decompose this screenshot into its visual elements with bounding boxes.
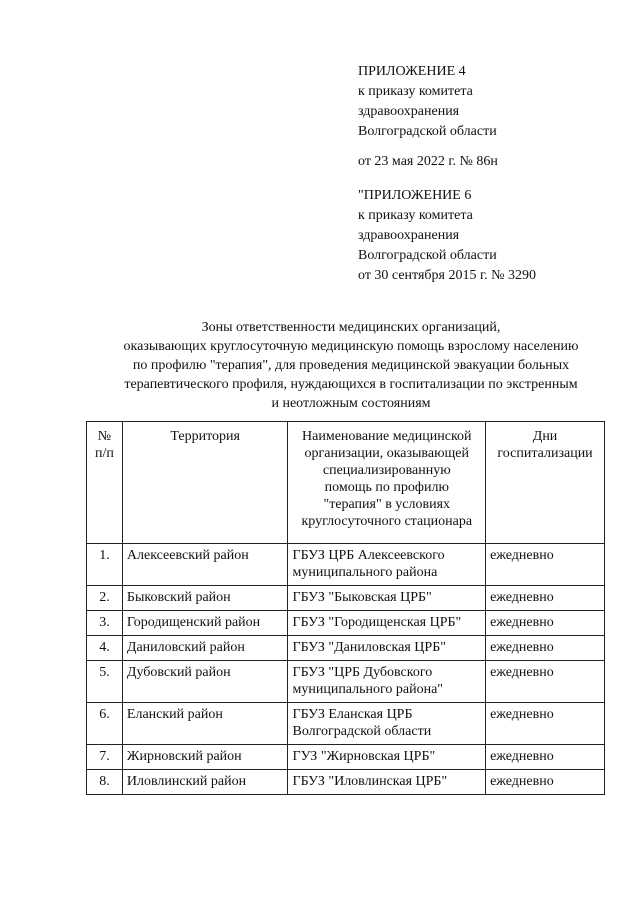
- row-territory: Еланский район: [122, 703, 288, 745]
- table-row: [87, 544, 605, 586]
- table-row: [87, 611, 605, 636]
- row-days: ежедневно: [486, 586, 605, 611]
- row-territory: Городищенский район: [122, 611, 288, 636]
- row-territory: Иловлинский район: [122, 770, 288, 795]
- row-days: ежедневно: [486, 611, 605, 636]
- appendix-line: Волгоградской области: [358, 248, 497, 263]
- row-num: 7.: [87, 745, 123, 770]
- appendix-line: здравоохранения: [358, 228, 460, 243]
- appendix-line: Волгоградской области: [358, 124, 497, 139]
- row-num: 6.: [87, 703, 123, 745]
- row-num: 8.: [87, 770, 123, 795]
- table-row: [87, 661, 605, 703]
- row-organization: ГБУЗ "ЦРБ Дубовского муниципального района": [288, 661, 486, 703]
- row-territory: Быковский район: [122, 586, 288, 611]
- table-header-row: [87, 422, 605, 544]
- appendix-header: [358, 62, 618, 286]
- table-row: [87, 703, 605, 745]
- row-num: 3.: [87, 611, 123, 636]
- responsibility-zones-table: [86, 421, 605, 795]
- row-territory: Дубовский район: [122, 661, 288, 703]
- header-organization: Наименование медицинской организации, оказывающей специализированную помощь по профилю "терапия" в условиях круглосуточного стационара: [288, 422, 486, 544]
- appendix-line: "ПРИЛОЖЕНИЕ 6: [358, 188, 472, 203]
- row-territory: Даниловский район: [122, 636, 288, 661]
- header-num: № п/п: [87, 422, 123, 544]
- table-row: [87, 770, 605, 795]
- row-organization: ГБУЗ Еланская ЦРБ Волгоградской области: [288, 703, 486, 745]
- row-organization: ГУЗ "Жирновская ЦРБ": [288, 745, 486, 770]
- header-days: Дни госпитализации: [486, 422, 605, 544]
- document-title: [95, 318, 607, 413]
- appendix-line: от 30 сентября 2015 г. № 3290: [358, 268, 536, 283]
- row-num: 4.: [87, 636, 123, 661]
- row-days: ежедневно: [486, 770, 605, 795]
- title-line: оказывающих круглосуточную медицинскую помощь взрослому населению: [123, 339, 579, 354]
- appendix-line: ПРИЛОЖЕНИЕ 4: [358, 64, 466, 79]
- appendix-line: к приказу комитета: [358, 84, 473, 99]
- row-organization: ГБУЗ "Даниловская ЦРБ": [288, 636, 486, 661]
- row-num: 1.: [87, 544, 123, 586]
- appendix-line: здравоохранения: [358, 104, 460, 119]
- row-num: 5.: [87, 661, 123, 703]
- row-days: ежедневно: [486, 544, 605, 586]
- order-date-line: от 23 мая 2022 г. № 86н: [358, 154, 498, 169]
- row-organization: ГБУЗ ЦРБ Алексеевского муниципального района: [288, 544, 486, 586]
- row-organization: ГБУЗ "Иловлинская ЦРБ": [288, 770, 486, 795]
- row-territory: Алексеевский район: [122, 544, 288, 586]
- header-territory: Территория: [122, 422, 288, 544]
- title-line: терапевтического профиля, нуждающихся в госпитализации по экстренным: [124, 377, 578, 392]
- row-days: ежедневно: [486, 636, 605, 661]
- table-row: [87, 745, 605, 770]
- row-days: ежедневно: [486, 703, 605, 745]
- row-days: ежедневно: [486, 661, 605, 703]
- row-num: 2.: [87, 586, 123, 611]
- table-row: [87, 636, 605, 661]
- title-line: по профилю "терапия", для проведения медицинской эвакуации больных: [132, 358, 570, 373]
- row-organization: ГБУЗ "Быковская ЦРБ": [288, 586, 486, 611]
- appendix-line: к приказу комитета: [358, 208, 473, 223]
- table-row: [87, 586, 605, 611]
- row-days: ежедневно: [486, 745, 605, 770]
- title-line: и неотложным состояниям: [271, 396, 431, 411]
- row-territory: Жирновский район: [122, 745, 288, 770]
- row-organization: ГБУЗ "Городищенская ЦРБ": [288, 611, 486, 636]
- title-line: Зоны ответственности медицинских организаций,: [201, 320, 501, 335]
